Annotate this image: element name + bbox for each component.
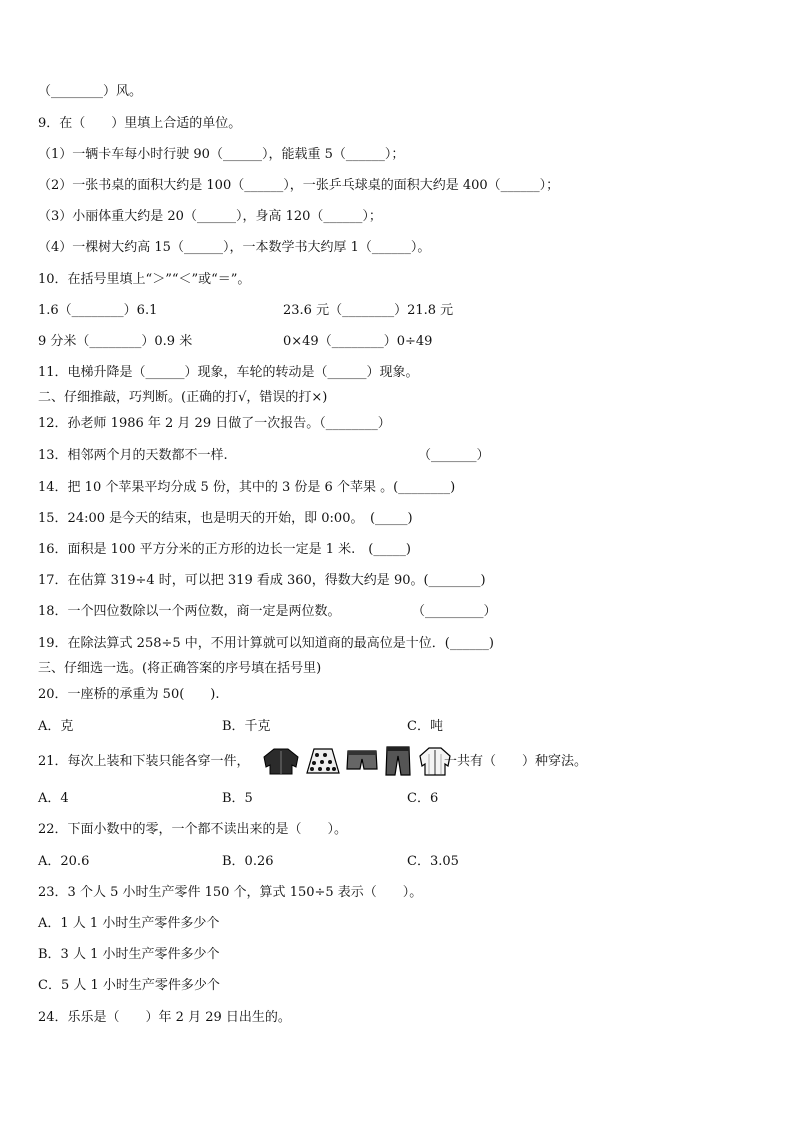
answer-blank-18: （_________） — [412, 604, 497, 619]
question-21: 21．每次上装和下装只能各穿一件， — [38, 754, 250, 769]
question-16: 16．面积是 100 平方分米的正方形的边长一定是 1 米. (_____) — [38, 542, 411, 557]
question-9-1: （1）一辆卡车每小时行驶 90（______），能载重 5（______）； — [38, 147, 405, 162]
question-18: 18．一个四位数除以一个两位数，商一定是两位数。 — [38, 604, 341, 619]
option-23-a: A．1 人 1 小时生产零件多少个 — [38, 916, 220, 931]
question-23: 23．3 个人 5 小时生产零件 150 个，算式 150÷5 表示（ ）。 — [38, 885, 423, 900]
question-9-3: （3）小丽体重大约是 20（______），身高 120（______）； — [38, 209, 382, 224]
option-21-b: B．5 — [222, 791, 253, 806]
text-line: （________）风。 — [38, 84, 143, 99]
question-19: 19．在除法算式 258÷5 中，不用计算就可以知道商的最高位是十位．(______) — [38, 636, 494, 651]
option-22-b: B．0.26 — [222, 854, 274, 869]
question-15: 15．24:00 是今天的结束，也是明天的开始，即 0:00。 (_____) — [38, 511, 413, 526]
section-2-heading: 二、仔细推敲，巧判断。(正确的打√，错误的打×) — [38, 390, 328, 405]
question-11: 11．电梯升降是（______）现象，车轮的转动是（______）现象。 — [38, 365, 419, 380]
compare-1: 1.6（________）6.1 — [38, 303, 158, 318]
question-9: 9．在（ ）里填上合适的单位。 — [38, 116, 242, 131]
compare-4: 0×49（________）0÷49 — [283, 334, 433, 349]
question-13: 13．相邻两个月的天数都不一样. — [38, 448, 228, 463]
question-22: 22．下面小数中的零，一个都不读出来的是（ ）。 — [38, 822, 348, 837]
answer-blank-13: （_______） — [418, 448, 490, 463]
question-17: 17．在估算 319÷4 时，可以把 319 看成 360，得数大约是 90。(________) — [38, 573, 486, 588]
polka-dot-skirt-icon — [306, 747, 340, 775]
option-20-b: B．千克 — [222, 719, 271, 734]
option-20-a: A．克 — [38, 719, 74, 734]
section-3-heading: 三、仔细选一选。(将正确答案的序号填在括号里) — [38, 661, 322, 676]
option-23-b: B．3 人 1 小时生产零件多少个 — [38, 947, 220, 962]
option-21-a: A．4 — [38, 791, 69, 806]
question-20: 20．一座桥的承重为 50( ). — [38, 687, 220, 702]
shorts-icon — [346, 747, 378, 775]
clothing-images — [262, 746, 452, 776]
question-12: 12．孙老师 1986 年 2 月 29 日做了一次报告。（________） — [38, 416, 391, 431]
option-22-a: A．20.6 — [38, 854, 90, 869]
question-24: 24．乐乐是（ ）年 2 月 29 日出生的。 — [38, 1010, 291, 1025]
question-9-2: （2）一张书桌的面积大约是 100（______），一张乒乓球桌的面积大约是 400（______）； — [38, 178, 560, 193]
option-20-c: C．吨 — [407, 719, 443, 734]
option-23-c: C．5 人 1 小时生产零件多少个 — [38, 978, 220, 993]
compare-2: 23.6 元（________）21.8 元 — [283, 303, 454, 318]
option-21-c: C．6 — [407, 791, 439, 806]
jacket-icon — [262, 747, 300, 775]
question-21-tail: 一共有（ ）种穿法。 — [444, 754, 588, 769]
question-9-4: （4）一棵树大约高 15（______），一本数学书大约厚 1（______）。 — [38, 240, 431, 255]
trousers-icon — [384, 746, 412, 776]
option-22-c: C．3.05 — [407, 854, 459, 869]
compare-3: 9 分米（________）0.9 米 — [38, 334, 193, 349]
question-10: 10．在括号里填上“＞”“＜”或“＝”。 — [38, 272, 251, 287]
question-14: 14．把 10 个苹果平均分成 5 份，其中的 3 份是 6 个苹果 。(________) — [38, 480, 456, 495]
